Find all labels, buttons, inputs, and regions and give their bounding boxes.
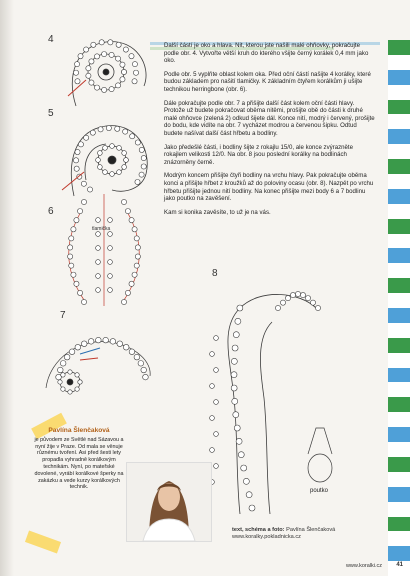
bead — [134, 354, 140, 360]
bead — [84, 135, 89, 140]
bead — [110, 172, 115, 177]
bead — [115, 126, 120, 131]
figure-5-diagram — [56, 110, 156, 200]
article-paragraph-1: Další částí je oko a hlava. Nit, kterou jste našili malé ohňovky, pokračujte podle obr. 4. Vytvořte větší kruh do kterého všijte černý korálek 0,4 mm jako oko. — [164, 42, 369, 65]
color-stripe — [388, 234, 410, 249]
bead — [96, 288, 101, 293]
bead — [135, 254, 140, 259]
bead — [75, 344, 81, 350]
author-box — [26, 426, 210, 542]
bead — [81, 341, 87, 347]
bead — [61, 387, 65, 391]
bead — [68, 254, 73, 259]
bead — [233, 412, 239, 418]
bead — [69, 263, 74, 268]
color-stripe — [388, 70, 410, 85]
figure-6-diagram — [54, 190, 154, 310]
bead — [210, 352, 215, 357]
bead — [120, 77, 125, 82]
bead — [285, 296, 290, 301]
bead — [110, 339, 116, 345]
bead — [234, 425, 240, 431]
color-stripe — [388, 517, 410, 532]
bead — [123, 344, 129, 350]
bead — [86, 66, 91, 71]
bead — [132, 272, 137, 277]
bead — [214, 400, 219, 405]
bead — [275, 305, 280, 310]
label-tlamicka: tlamička — [92, 226, 111, 232]
bead — [116, 42, 121, 47]
bead — [143, 374, 149, 380]
author-photo — [126, 462, 212, 542]
bead — [210, 448, 215, 453]
bead — [58, 380, 62, 384]
bead — [231, 372, 237, 378]
color-stripe — [388, 472, 410, 487]
bead — [141, 367, 147, 373]
bead — [132, 227, 137, 232]
bead — [108, 260, 113, 265]
article-paragraph-4: Jako předešlé části, i bodliny šijte z rokajlu 15/0, ale konce zvýrazněte rokajlem velikosti 12/0. Na obr. 8 jsou poslední korálky na bodlinách znázorněny černě. — [164, 143, 354, 166]
color-stripe — [388, 263, 410, 278]
bead — [77, 290, 82, 295]
figure-number-4: 4 — [48, 34, 54, 45]
bead — [94, 85, 99, 90]
bead — [69, 236, 74, 241]
bead — [108, 40, 113, 45]
bead — [81, 181, 86, 186]
article-paragraph-6: Kam si konika zavěsíte, to už je na vás. — [164, 208, 271, 216]
bead — [310, 300, 315, 305]
bead — [86, 73, 91, 78]
caption-author: Pavlína Šlenčaková — [286, 527, 336, 533]
bead — [129, 281, 134, 286]
caption-url[interactable]: www.koralky.pokladnicka.cz — [232, 534, 301, 540]
bead — [210, 384, 215, 389]
author-bio — [34, 428, 124, 491]
color-stripe — [388, 189, 410, 204]
bead — [125, 208, 130, 213]
color-stripe — [388, 427, 410, 442]
color-stripe — [388, 308, 410, 323]
bead — [103, 337, 109, 343]
bead — [315, 305, 320, 310]
label-poutko: poutko — [310, 488, 329, 494]
bead — [81, 199, 86, 204]
color-stripe — [388, 353, 410, 368]
bead — [71, 272, 76, 277]
bead — [138, 361, 144, 367]
bead — [243, 478, 249, 484]
bead — [98, 127, 103, 132]
bead — [135, 140, 140, 145]
bead — [73, 158, 78, 163]
tape-decoration — [25, 531, 61, 554]
bead — [73, 70, 78, 75]
color-stripe — [388, 531, 410, 546]
color-stripe — [388, 502, 410, 517]
bead — [231, 385, 237, 391]
bead — [295, 291, 300, 296]
bead — [103, 170, 108, 175]
color-stripe — [388, 114, 410, 129]
bead — [214, 336, 219, 341]
bead — [96, 218, 101, 223]
bead — [134, 263, 139, 268]
bead — [78, 142, 83, 147]
bead — [115, 83, 120, 88]
color-stripe — [388, 219, 410, 234]
bead — [290, 292, 295, 297]
bead — [103, 145, 108, 150]
bead — [96, 232, 101, 237]
bead — [108, 218, 113, 223]
bead — [84, 47, 89, 52]
color-stripe — [388, 248, 410, 263]
bead — [132, 62, 137, 67]
bead — [246, 492, 252, 498]
bead — [121, 299, 126, 304]
bead — [110, 144, 115, 149]
bead — [133, 70, 138, 75]
bead — [115, 56, 120, 61]
article-paragraph-5: Modrým koncem přišijte čtyři bodliny na vrchu hlavy. Pak pokračujte oběma konci a přišijte hřbet z kroužků až do poloviny ocasu (obr. 8). Nazpět po vrchu hřbetu přišijte jednou nití bodliny. Na konec přišijte mezi body 6 a 7 bodlinu jako poutko na zavěšení. — [164, 172, 374, 203]
bead — [121, 69, 126, 74]
bead — [96, 337, 102, 343]
bead — [68, 245, 73, 250]
bead — [231, 358, 237, 364]
bead — [108, 246, 113, 251]
color-stripe — [388, 144, 410, 159]
color-stripe — [388, 55, 410, 70]
bead — [88, 339, 94, 345]
article-paragraph-3: Dále pokračujte podle obr. 7 a přišijte další část kolem oční části hlavy. Protože už budete pokračovat oběma nitěmi, prošijte obě do části k druhé malé ohňovce (zelená 2) odkud šijete dál. Konce nití, modrý i červený, prošijte do bodu, kde vidíte na obr. 7 vycházet modrou a červenou šipku. Odtud budete našívat další část hřbetu a bodliny. — [164, 99, 375, 137]
bead — [117, 170, 122, 175]
bead — [129, 349, 135, 355]
bead — [141, 155, 146, 160]
bead — [74, 281, 79, 286]
bead — [249, 505, 255, 511]
author-bio-text: je původem ze Světlé nad Sázavou a nyní žije v Praze. Od mala se věnuje různému tvoření. Asi před šesti lety propadla vyhradně korálkovým technikám. Nyní, po mateřské dovolené, vyrábí korálkové šperky na zakázku a vede kurzy korálkových technik. — [34, 436, 124, 491]
color-stripe-bar — [388, 40, 410, 576]
bead — [210, 416, 215, 421]
figure-7-diagram — [40, 318, 164, 404]
bead — [130, 134, 135, 139]
bead — [57, 367, 63, 373]
bead — [214, 368, 219, 373]
bead — [117, 145, 122, 150]
color-stripe — [388, 293, 410, 308]
bead — [94, 54, 99, 59]
bead — [135, 179, 140, 184]
bead — [238, 452, 244, 458]
bead — [75, 373, 79, 377]
bead — [134, 236, 139, 241]
bead — [108, 288, 113, 293]
color-stripe — [388, 129, 410, 144]
bead — [78, 380, 82, 384]
bead — [89, 80, 94, 85]
bead — [235, 318, 241, 324]
bead — [120, 62, 125, 67]
bead — [121, 199, 126, 204]
bead — [122, 151, 127, 156]
color-stripe — [388, 40, 410, 55]
bead — [135, 245, 140, 250]
bead — [96, 274, 101, 279]
color-stripe — [388, 174, 410, 189]
bead — [214, 464, 219, 469]
figure-number-8: 8 — [212, 268, 218, 279]
bead — [280, 300, 285, 305]
color-stripe — [388, 546, 410, 561]
bead — [75, 387, 79, 391]
photo-caption — [232, 527, 382, 541]
bead — [81, 299, 86, 304]
color-stripe — [388, 278, 410, 293]
bead — [129, 54, 134, 59]
bead — [96, 260, 101, 265]
page-gutter-shadow — [0, 0, 14, 576]
portrait-illustration — [127, 463, 211, 541]
figure-4-diagram — [56, 36, 156, 108]
bead — [68, 370, 72, 374]
color-stripe — [388, 368, 410, 383]
article-text — [164, 42, 376, 222]
bead — [78, 54, 83, 59]
bead — [106, 125, 111, 130]
bead — [124, 158, 129, 163]
bead — [89, 59, 94, 64]
bead — [60, 361, 66, 367]
color-stripe — [388, 100, 410, 115]
figure-number-6: 6 — [48, 206, 54, 217]
bead — [75, 149, 80, 154]
bead — [305, 296, 310, 301]
bead — [99, 40, 104, 45]
color-stripe — [388, 382, 410, 397]
bead — [236, 438, 242, 444]
bead — [108, 274, 113, 279]
bead — [97, 165, 102, 170]
bead — [237, 305, 243, 311]
bead — [74, 218, 79, 223]
bead — [232, 345, 238, 351]
bead — [102, 51, 107, 56]
bead — [232, 398, 238, 404]
bead — [74, 166, 79, 171]
figure-number-5: 5 — [48, 108, 54, 119]
bead — [132, 79, 137, 84]
bead — [117, 341, 123, 347]
bead — [241, 465, 247, 471]
bead — [125, 290, 130, 295]
bead — [139, 147, 144, 152]
bead — [96, 158, 101, 163]
bead — [74, 62, 79, 67]
color-stripe — [388, 85, 410, 100]
bead — [96, 246, 101, 251]
bead — [129, 218, 134, 223]
color-stripe — [388, 487, 410, 502]
color-stripe — [388, 323, 410, 338]
bead — [91, 42, 96, 47]
footer-site[interactable]: www.koralki.cz — [345, 563, 382, 569]
bead — [123, 129, 128, 134]
color-stripe — [388, 159, 410, 174]
bead — [90, 130, 95, 135]
page-number: 41 — [396, 562, 403, 568]
bead — [68, 390, 72, 394]
bead — [214, 432, 219, 437]
color-stripe — [388, 457, 410, 472]
bead — [102, 87, 107, 92]
caption-lead: text, schéma a foto: — [232, 527, 285, 533]
bead — [109, 52, 114, 57]
bead — [61, 373, 65, 377]
bead — [69, 349, 75, 355]
figure-number-7: 7 — [60, 310, 66, 321]
bead — [141, 164, 146, 169]
bead — [139, 172, 144, 177]
color-stripe — [388, 204, 410, 219]
bead — [109, 87, 114, 92]
bead — [75, 79, 80, 84]
color-stripe — [388, 442, 410, 457]
bead — [97, 151, 102, 156]
bead — [64, 354, 70, 360]
color-stripe — [388, 412, 410, 427]
color-stripe — [388, 338, 410, 353]
article-paragraph-2: Podle obr. 5 vyplňte oblast kolem oka. Před oční částí našijte 4 korálky, které budou základem pro našití tlamičky. K základním čtyřem korálkům ji ušijte technikou herringbone (obr. 6). — [164, 70, 371, 93]
bead — [71, 227, 76, 232]
color-stripe — [388, 397, 410, 412]
bead — [122, 165, 127, 170]
bead — [77, 208, 82, 213]
bead — [108, 232, 113, 237]
author-name: Pavlína Šlenčaková — [48, 427, 110, 434]
bead — [123, 47, 128, 52]
bead — [233, 332, 239, 338]
bead — [300, 292, 305, 297]
